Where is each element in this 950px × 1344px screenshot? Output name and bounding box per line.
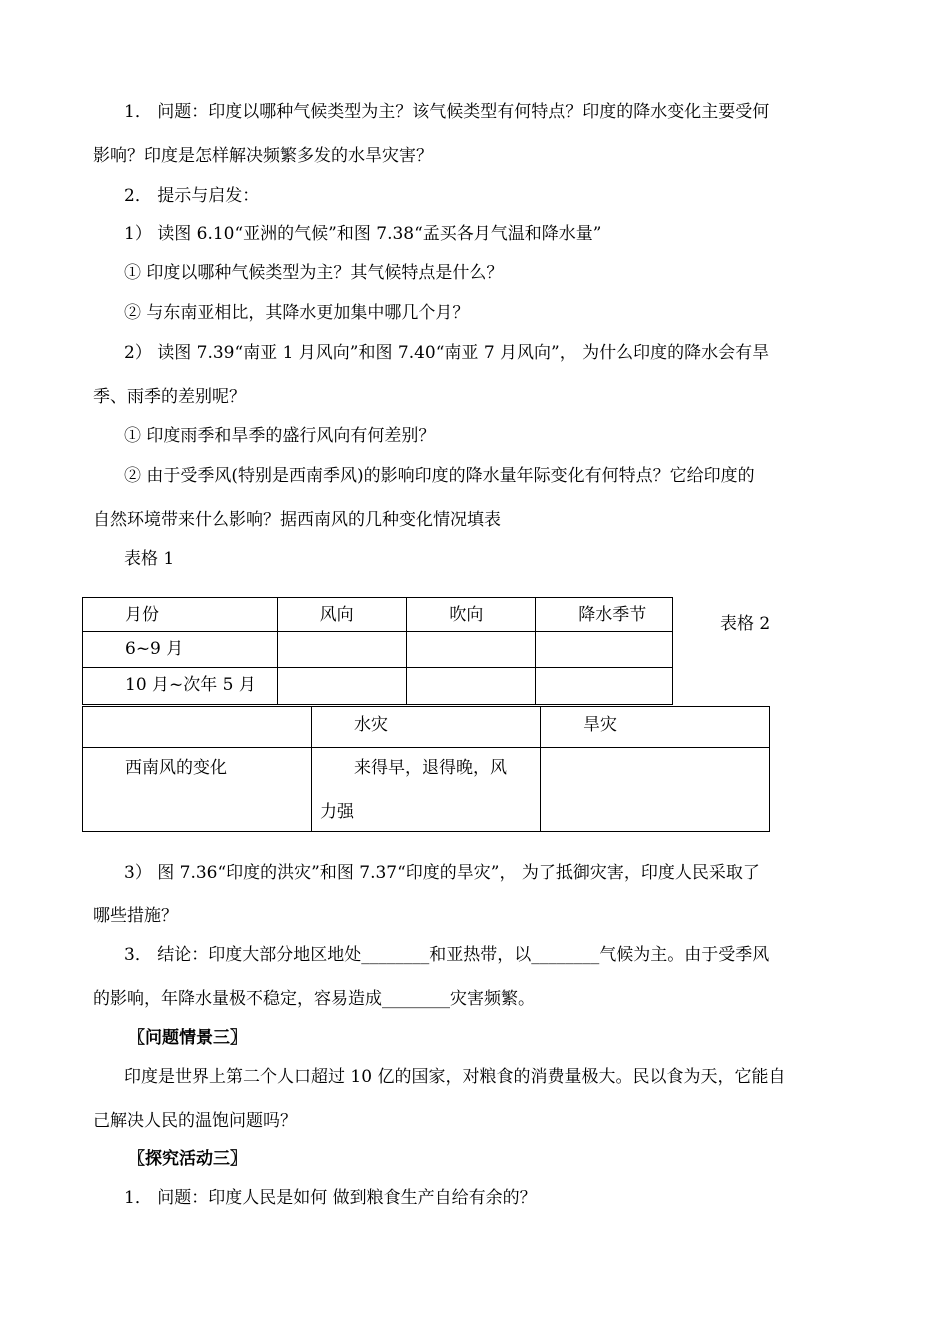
conclusion-line-1: 3． 结论：印度大部分地区地处________和亚热带，以________气候为主。由于受季风 — [124, 945, 770, 965]
table-row — [83, 632, 673, 668]
table-row — [83, 668, 673, 705]
scenario-line-1: 印度是世界上第二个人口超过 10 亿的国家，对粮食的消费量极大。民以食为天，它能自 — [124, 1067, 786, 1087]
table2-caption: 表格 2 — [720, 614, 771, 634]
hint-2-line-1: 2） 读图 7.39“南亚 1 月风向”和图 7.40“南亚 7 月风向”， 为什么印度的降水会有旱 — [124, 343, 770, 363]
table-1-blank-cell — [536, 668, 673, 705]
table-2-header-flood: 水灾 — [354, 715, 388, 735]
hint-2-q2-line-1: ② 由于受季风(特别是西南季风)的影响印度的降水量年际变化有何特点？它给印度的 — [124, 466, 755, 486]
hint-2-q2-line-2: 自然环境带来什么影响？据西南风的几种变化情况填表 — [93, 510, 501, 530]
hint-heading: 2． 提示与启发： — [124, 186, 260, 206]
table-2-drought-cell — [541, 748, 769, 750]
table-1-blank-cell — [407, 632, 536, 668]
table-1-header-month: 月份 — [125, 605, 159, 625]
section-heading-activity-3: 〖探究活动三〗 — [128, 1149, 247, 1169]
hint-1-q2: ② 与东南亚相比，其降水更加集中哪几个月？ — [124, 303, 470, 323]
table-1-blank-cell — [536, 632, 673, 668]
table-2-flood-line-2: 力强 — [320, 802, 354, 822]
table-2 — [82, 706, 770, 832]
hint-1-q1: ① 印度以哪种气候类型为主？其气候特点是什么？ — [124, 263, 504, 283]
table-2-row-label: 西南风的变化 — [125, 758, 227, 778]
table-1-blank-cell — [277, 668, 407, 705]
table-1 — [82, 597, 673, 705]
hint-2-line-2: 季、雨季的差别呢？ — [93, 387, 246, 407]
table-1-month-cell: 10 月~次年 5 月 — [125, 675, 256, 695]
table-2-flood-line-1: 来得早，退得晚，风 — [354, 758, 507, 778]
table-2-header-row — [83, 707, 770, 748]
activity-question: 1． 问题：印度人民是如何 做到粮食生产自给有余的？ — [124, 1188, 537, 1208]
hint-2-q1: ① 印度雨季和旱季的盛行风向有何差别？ — [124, 426, 436, 446]
hint-3-line-2: 哪些措施？ — [93, 906, 178, 926]
table-1-blank-cell — [277, 632, 407, 668]
question-line-1: 1． 问题：印度以哪种气候类型为主？该气候类型有何特点？印度的降水变化主要受何 — [124, 102, 770, 122]
table-2-header-empty — [83, 707, 311, 709]
hint-1: 1） 读图 6.10“亚洲的气候”和图 7.38“孟买各月气温和降水量” — [124, 224, 602, 244]
conclusion-line-2: 的影响，年降水量极不稳定，容易造成________灾害频繁。 — [93, 989, 535, 1009]
table-1-header-row — [83, 598, 673, 632]
table-1-header-blow-to: 吹向 — [449, 605, 484, 625]
table1-caption: 表格 1 — [124, 549, 175, 569]
table-1-month-cell: 6~9 月 — [125, 639, 184, 659]
question-line-2: 影响？印度是怎样解决频繁多发的水旱灾害？ — [93, 146, 433, 166]
table-1-header-wind-direction: 风向 — [319, 605, 354, 625]
scenario-line-2: 己解决人民的温饱问题吗？ — [93, 1111, 297, 1131]
table-2-header-drought: 旱灾 — [583, 715, 617, 735]
table-1-blank-cell — [407, 668, 536, 705]
table-1-header-rain-season: 降水季节 — [578, 605, 647, 625]
table-row — [83, 748, 770, 832]
hint-3-line-1: 3） 图 7.36“印度的洪灾”和图 7.37“印度的旱灾”， 为了抵御灾害，印度人民采取了 — [124, 863, 760, 883]
section-heading-scenario-3: 〖问题情景三〗 — [128, 1028, 247, 1048]
